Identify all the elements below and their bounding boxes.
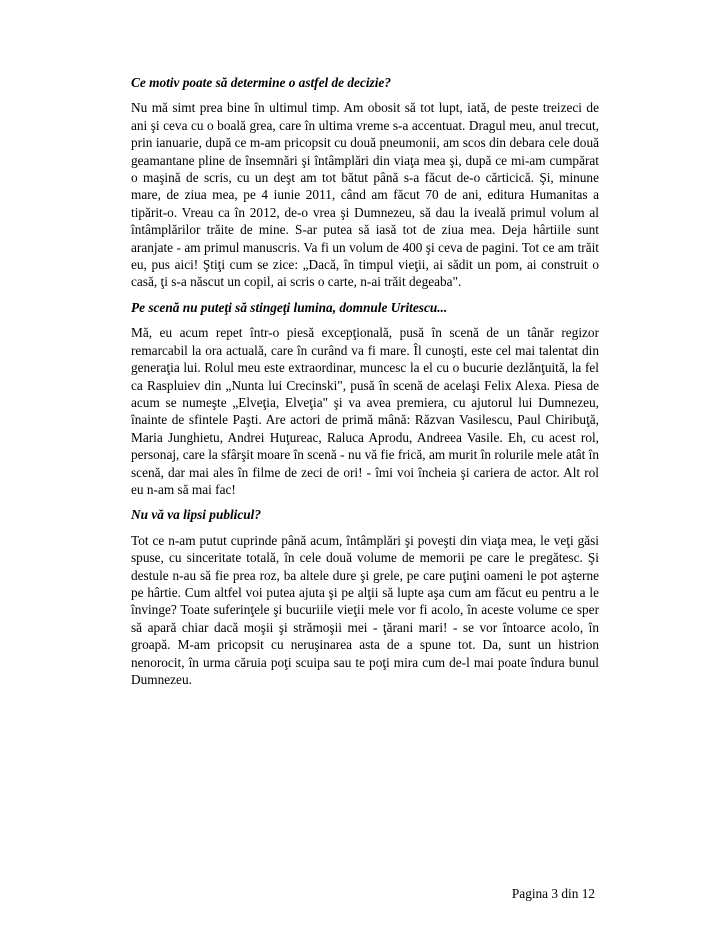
- interview-answer: Tot ce n-am putut cuprinde până acum, întâmplări şi poveşti din viaţa mea, le veţi găsi spuse, cu sinceritate totală, în cele două volume de memorii pe care le pregătesc. Şi destule n-au să fie prea roz, ba altele dure şi grele, pe care puţini oameni le pot aşterne pe hârtie. Cum altfel voi putea ajuta şi pe alţii să lupte aşa cum am făcut eu pentru a le învinge? Toate suferinţele şi bucuriile vieţii mele vor fi acolo, în aceste volume ce sper să apară chiar dacă moşii şi strămoşii mei - ţărani mari! - se vor întoarce acolo, în groapă. M-am pricopsit cu neruşinarea asta de a spune tot. Da, sunt un histrion nenorocit, în urma căruia poţi scuipa sau te poţi mira cum de-l mai poate îndura bunul Dumnezeu.: [131, 532, 599, 687]
- interview-question: Nu vă va lipsi publicul?: [131, 507, 262, 523]
- interview-answer: Mă, eu acum repet într-o piesă excepţională, pusă în scenă de un tânăr regizor remarcabil la ora actuală, care în curând va fi mare. Îl cunoşti, este cel mai talentat din generaţia lui. Rolul meu este extraordinar, muncesc la el cu o bucurie dezlănţuită, la fel ca Raspluiev din „Nunta lui Crecinski", pusă în scenă de acelaşi Felix Alexa. Piesa de acum se numeşte „Elveţia, Elveţia" şi va avea premiera, cu ajutorul lui Dumnezeu, înainte de sfintele Paşti. Are actori de primă mână: Răzvan Vasilescu, Paul Chiribuţă, Maria Junghietu, Andrei Huţureac, Raluca Aprodu, Andreea Vasile. Eh, cu acest rol, personaj, care la sfârşit moare în scenă - nu vă fie frică, am murit în rolurile mele atât în scenă, dar mai ales în filme de zeci de ori! - îmi voi încheia şi cariera de actor. Alt rol eu n-am să mai fac!: [131, 325, 599, 497]
- interview-answer: Nu mă simt prea bine în ultimul timp. Am obosit să tot lupt, iată, de peste treizeci de ani şi ceva cu o boală grea, care în ultima vreme s-a accentuat. Dragul meu, anul trecut, prin ianuarie, după ce m-am pricopsit cu două pneumonii, am scos din debara cele două geamantane pline de însemnări şi întâmplări din viaţa mea şi, după ce mi-am cumpărat o maşină de scris, cu un deşt am tot bătut până s-a făcut de-o cărticică. Şi, minune mare, de ziua mea, pe 4 iunie 2011, când am făcut 70 de ani, editura Humanitas a tipărit-o. Vreau ca în 2012, de-o vrea şi Dumnezeu, să dau la iveală primul volum al întâmplărilor trăite de mine. S-ar putea să iasă tot de ziua mea. Deja hârtiile sunt aranjate - am primul manuscris. Va fi un volum de 400 şi ceva de pagini. Tot ce am trăit eu, pus aici! Ştiţi cum se zice: „Dacă, în timpul vieţii, ai sădit un pom, ai construit o casă, ţi s-a născut un copil, ai scris o carte, n-ai trăit degeaba".: [131, 100, 599, 290]
- document-body: [131, 74, 599, 696]
- interview-question: Ce motiv poate să determine o astfel de decizie?: [131, 75, 391, 90]
- page-number-footer: Pagina 3 din 12: [511, 886, 595, 901]
- interview-question: Pe scenă nu puteţi să stingeţi lumina, domnule Uritescu...: [131, 299, 448, 315]
